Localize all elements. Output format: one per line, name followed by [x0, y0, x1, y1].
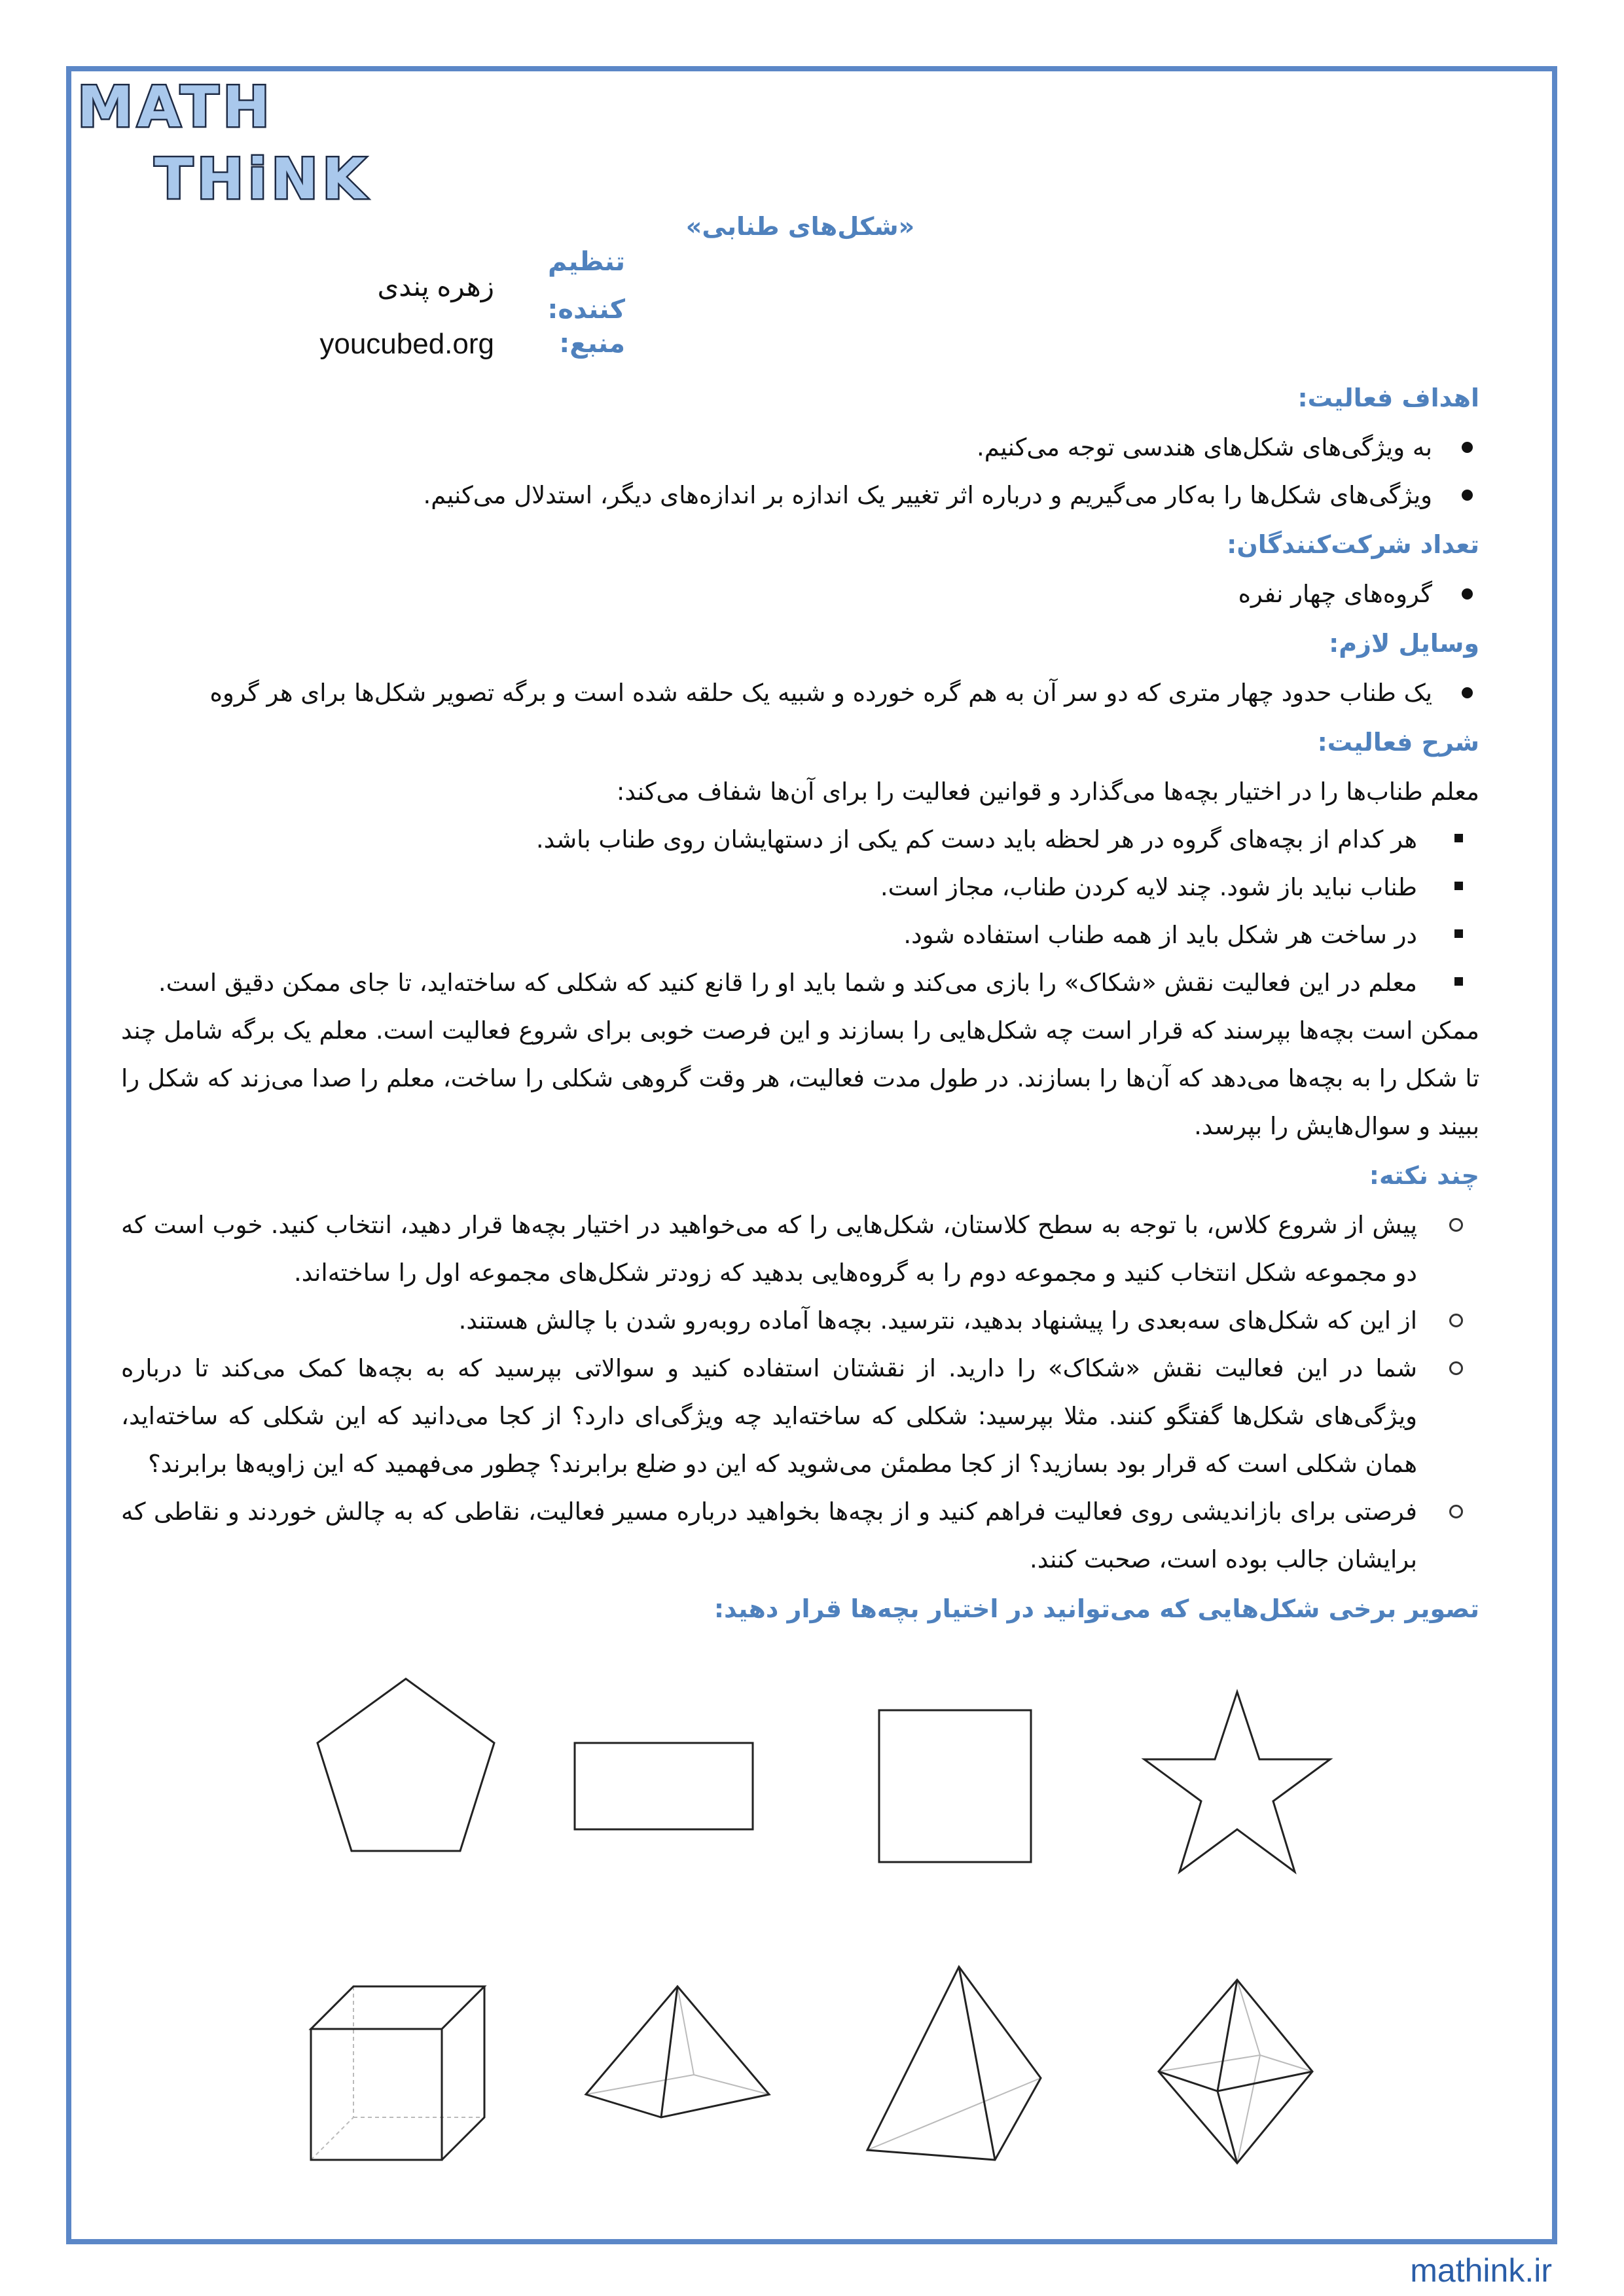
goals-heading: اهداف فعالیت:: [1297, 384, 1479, 412]
description-paragraph: ممکن است بچه‌ها بپرسند که قرار است چه شکل‌هایی را بسازند و این فرصت خوبی برای شروع فعالیت است. معلم یک برگه شامل چند تا شکل را به بچه‌ها می‌دهد که آن‌ها را بسازند. در طول مدت فعالیت، هر وقت گروهی شکلی را ساخت، معلم را صدا می‌زند که شکل را ببیند و سوال‌هایش را بپرسد.: [121, 1016, 1479, 1140]
square-pyramid-icon: [583, 1983, 772, 2147]
goals-list: [121, 423, 1479, 519]
author-label: تنظیم کننده:: [547, 247, 625, 325]
list-item: یک طناب حدود چهار متری که دو سر آن به هم گره خورده و شبیه یک حلقه شده است و برگه تصویر شکل‌ها برای هر گروه: [121, 669, 1479, 717]
list-item: معلم در این فعالیت نقش «شکاک» را بازی می‌کند و شما باید او را قانع کنید که شکلی که ساخته‌اید، تا جای ممکن دقیق است.: [121, 959, 1479, 1007]
description-intro: معلم طناب‌ها را در اختیار بچه‌ها می‌گذارد و قوانین فعالیت را برای آن‌ها شفاف می‌کند:: [616, 778, 1479, 806]
list-item: به ویژگی‌های شکل‌های هندسی توجه می‌کنیم.: [121, 423, 1479, 471]
source-row: [121, 315, 1479, 372]
list-item: طناب نباید باز شود. چند لایه کردن طناب، مجاز است.: [121, 863, 1479, 911]
square-icon: [877, 1708, 1034, 1865]
materials-heading: وسایل لازم:: [1329, 629, 1479, 658]
author-row: [121, 247, 1479, 325]
source-value: youcubed.org: [319, 327, 494, 360]
rectangle-icon: [573, 1741, 756, 1833]
worksheet-content: [121, 203, 1479, 1634]
list-item: شما در این فعالیت نقش «شکاک» را دارید. از نقشتان استفاده کنید و سوالاتی بپرسید که به بچه‌ها کمک می‌کند تا درباره ویژگی‌های شکل‌ها گفتگو کنند. مثلا بپرسید: شکلی که ساخته‌اید چه ویژگی‌ای دارد؟ از کجا می‌دانید که این شکلی که ساخته‌اید، همان شکلی است که قرار بود بسازید؟ از کجا مطمئن می‌شوید که این دو ضلع برابرند؟ چطور می‌فهمید که این زاویه‌ها برابرند؟: [121, 1344, 1479, 1488]
star-icon: [1139, 1689, 1335, 1878]
author-value: زهره پندی: [377, 270, 494, 302]
page-title: «شکل‌های طنابی»: [685, 212, 915, 241]
math-think-logo: [77, 75, 370, 212]
shapes-gallery: [275, 1676, 1362, 2173]
materials-list: [121, 669, 1479, 717]
source-label: منبع:: [559, 328, 625, 359]
logo-line-1: MATH: [77, 75, 274, 140]
logo-line-2: THiNK: [154, 147, 370, 212]
tips-list: [121, 1201, 1479, 1583]
list-item: پیش از شروع کلاس، با توجه به سطح کلاستان، شکل‌هایی را که می‌خواهید در اختیار بچه‌ها قرار دهید، انتخاب کنید. خوب است که دو مجموعه شکل انتخاب کنید و مجموعه دوم را به گروه‌هایی بدهید که زودتر شکل‌های مجموعه اول را ساخته‌اند.: [121, 1201, 1479, 1297]
participants-list: [121, 570, 1479, 618]
description-heading: شرح فعالیت:: [1317, 728, 1479, 757]
list-item: در ساخت هر شکل باید از همه طناب استفاده شود.: [121, 911, 1479, 959]
pentagon-icon: [311, 1676, 501, 1865]
tetrahedron-icon: [864, 1964, 1047, 2166]
participants-heading: تعداد شرکت‌کنندگان:: [1227, 530, 1479, 559]
list-item: هر کدام از بچه‌های گروه در هر لحظه باید دست کم یکی از دستهایشان روی طناب باشد.: [121, 816, 1479, 863]
list-item: از این که شکل‌های سه‌بعدی را پیشنهاد بدهید، نترسید. بچه‌ها آماده روبه‌رو شدن با چالش هستند.: [121, 1297, 1479, 1344]
tips-heading: چند نکته:: [1369, 1161, 1479, 1190]
cube-icon: [308, 1983, 491, 2166]
octahedron-icon: [1155, 1977, 1319, 2166]
footer-site: mathink.ir: [1410, 2252, 1552, 2289]
list-item: ویژگی‌های شکل‌ها را به‌کار می‌گیریم و درباره اثر تغییر یک اندازه بر اندازه‌های دیگر، استدلال می‌کنیم.: [121, 471, 1479, 519]
list-item: گروه‌های چهار نفره: [121, 570, 1479, 618]
list-item: فرصتی برای بازاندیشی روی فعالیت فراهم کنید و از بچه‌ها بخواهید درباره مسیر فعالیت، نقاطی که به چالش خوردند و نقاطی که برایشان جالب بوده است، صحبت کنند.: [121, 1488, 1479, 1583]
shapes-heading: تصویر برخی شکل‌هایی که می‌توانید در اختیار بچه‌ها قرار دهید:: [713, 1594, 1479, 1623]
rules-list: [121, 816, 1479, 1007]
